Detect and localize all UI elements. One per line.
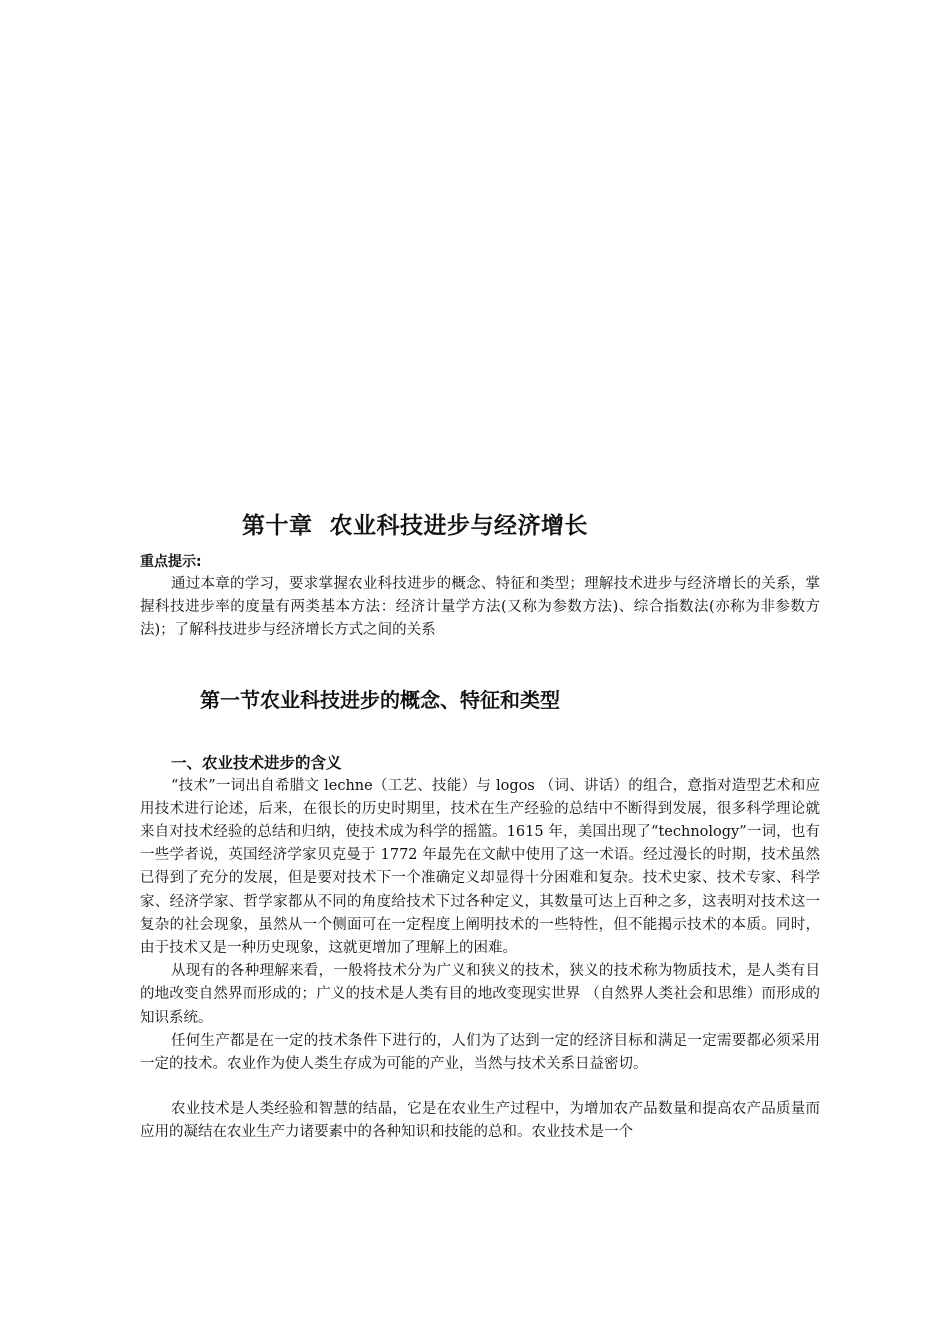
- document-content: [140, 505, 820, 1145]
- paragraph-technology-origin: “技术”一词出自希腊文 lechne（工艺、技能）与 logos （词、讲话）的组合，意指对造型艺术和应用技术进行论述，后来，在很长的历史时期里，技术在生产经验的总结中不断得到发展，很多科学理论就来自对技术经验的总结和归纳，使技术成为科学的摇篮。1615 年，美国出现了“technology”一词，也有一些学者说，英国经济学家贝克曼于 1772 年最先在文献中使用了这一术语。经过漫长的时期，技术虽然已得到了充分的发展，但是要对技术下一个准确定义却显得十分困难和复杂。技术史家、技术专家、科学家、经济学家、哲学家都从不同的角度给技术下过各种定义，其数量可达上百种之多，这表明对技术这一复杂的社会现象，虽然从一个侧面可在一定程度上阐明技术的一些特性，但不能揭示技术的本质。同时，由于技术又是一种历史现象，这就更增加了理解上的困难。: [140, 777, 820, 957]
- section-title: 第一节农业科技进步的概念、特征和类型: [200, 687, 560, 712]
- chapter-title: 第十章 农业科技进步与经济增长: [242, 513, 589, 539]
- paragraph-agricultural-technology: 农业技术是人类经验和智慧的结晶，它是在农业生产过程中，为增加农产品数量和提高农产品质量而应用的凝结在农业生产力诸要素中的各种知识和技能的总和。农业技术是一个: [140, 1101, 820, 1141]
- paragraph-broad-narrow: 从现有的各种理解来看，一般将技术分为广义和狭义的技术，狭义的技术称为物质技术，是人类有目的地改变自然界而形成的；广义的技术是人类有目的地改变现实世界 （自然界人类社会和思维）而形成的知识系统。: [140, 963, 820, 1026]
- paragraph-production-technology: 任何生产都是在一定的技术条件下进行的，人们为了达到一定的经济目标和满足一定需要都必须采用一定的技术。农业作为使人类生存成为可能的产业，当然与技术关系日益密切。: [140, 1032, 820, 1073]
- paragraph-gap: [140, 1076, 820, 1098]
- key-points-label: 重点提示:: [140, 554, 202, 570]
- subsection-title: 一、农业技术进步的含义: [171, 753, 342, 772]
- key-points-text: 通过本章的学习，要求掌握农业科技进步的概念、特征和类型；理解技术进步与经济增长的关系，掌握科技进步率的度量有两类基本方法：经济计量学方法(又称为参数方法)、综合指数法(亦称为非参数方法)；了解科技进步与经济增长方式之间的关系: [140, 576, 820, 639]
